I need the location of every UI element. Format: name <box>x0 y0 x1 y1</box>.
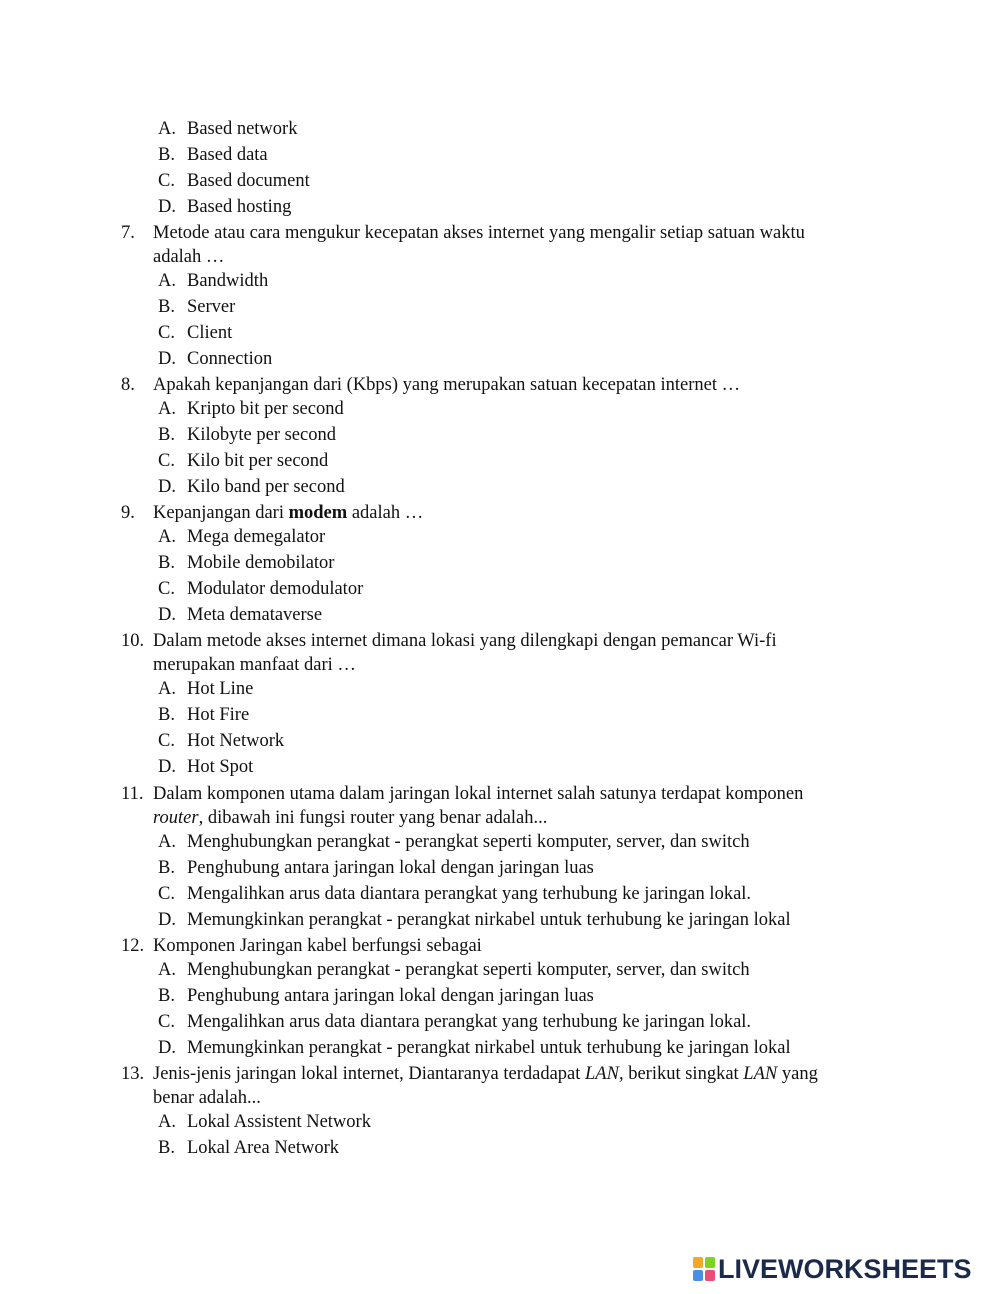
option-letter: B. <box>158 858 175 878</box>
logo-text: LIVEWORKSHEETS <box>718 1254 972 1284</box>
option-letter: D. <box>158 757 176 777</box>
question-number: 13. <box>121 1064 145 1084</box>
question-text: Dalam komponen utama dalam jaringan lokal internet salah satunya terdapat komponen <box>153 784 804 804</box>
option-text: Mega demegalator <box>187 527 326 547</box>
option-letter: C. <box>158 884 175 904</box>
option-text: Kilo band per second <box>187 477 345 497</box>
option-letter: C. <box>158 731 175 751</box>
option-letter: B. <box>158 1138 175 1158</box>
option-letter: A. <box>158 679 176 699</box>
question-text-italic: router <box>153 808 199 828</box>
option-text: Bandwidth <box>187 271 269 291</box>
option-text: Server <box>187 297 236 317</box>
option-letter: D. <box>158 1038 176 1058</box>
question-text: adalah … <box>153 247 225 267</box>
option-text: Lokal Area Network <box>187 1138 340 1158</box>
question-text-part: yang <box>777 1064 818 1084</box>
question-text: Komponen Jaringan kabel berfungsi sebagai <box>153 936 482 956</box>
option-letter: A. <box>158 119 176 139</box>
question-text: Metode atau cara mengukur kecepatan akses internet yang mengalir setiap satuan waktu <box>153 223 805 243</box>
option-text: Based hosting <box>187 197 292 217</box>
question-text <box>153 806 547 830</box>
option-text: Modulator demodulator <box>187 579 364 599</box>
option-letter: C. <box>158 171 175 191</box>
option-text: Memungkinkan perangkat - perangkat nirkabel untuk terhubung ke jaringan lokal <box>187 910 791 930</box>
question-text <box>153 1062 818 1086</box>
option-text: Based document <box>187 171 310 191</box>
question-text: Apakah kepanjangan dari (Kbps) yang merupakan satuan kecepatan internet … <box>153 375 741 395</box>
option-text: Hot Network <box>187 731 285 751</box>
option-text: Penghubung antara jaringan lokal dengan jaringan luas <box>187 986 594 1006</box>
option-text: Hot Line <box>187 679 254 699</box>
question-text-part: , berikut singkat <box>618 1064 744 1084</box>
option-text: Based network <box>187 119 298 139</box>
option-letter: D. <box>158 910 176 930</box>
logo-icon-square-1 <box>693 1257 703 1268</box>
option-text: Penghubung antara jaringan lokal dengan jaringan luas <box>187 858 594 878</box>
question-number: 12. <box>121 936 145 956</box>
question-text: merupakan manfaat dari … <box>153 655 356 675</box>
option-letter: D. <box>158 349 176 369</box>
option-letter: C. <box>158 579 175 599</box>
option-text: Connection <box>187 349 273 369</box>
question-text-part: adalah … <box>347 503 424 523</box>
option-text: Kilobyte per second <box>187 425 336 445</box>
option-letter: D. <box>158 477 176 497</box>
question-text-part: , dibawah ini fungsi router yang benar adalah... <box>198 808 548 828</box>
option-text: Memungkinkan perangkat - perangkat nirkabel untuk terhubung ke jaringan lokal <box>187 1038 791 1058</box>
option-text: Lokal Assistent Network <box>187 1112 371 1132</box>
option-letter: A. <box>158 832 176 852</box>
option-letter: B. <box>158 553 175 573</box>
option-letter: B. <box>158 986 175 1006</box>
question-text-bold: modem <box>288 503 348 523</box>
question-number: 7. <box>121 223 135 243</box>
option-text: Mobile demobilator <box>187 553 335 573</box>
question-number: 8. <box>121 375 135 395</box>
question-number: 11. <box>121 784 144 804</box>
logo-icon-square-3 <box>693 1270 703 1281</box>
option-letter: C. <box>158 1012 175 1032</box>
option-letter: C. <box>158 323 175 343</box>
option-letter: A. <box>158 960 176 980</box>
question-text-part: Jenis-jenis jaringan lokal internet, Diantaranya terdadapat <box>153 1064 586 1084</box>
question-number: 10. <box>121 631 145 651</box>
option-text: Mengalihkan arus data diantara perangkat yang terhubung ke jaringan lokal. <box>187 1012 752 1032</box>
option-letter: D. <box>158 197 176 217</box>
option-text: Menghubungkan perangkat - perangkat seperti komputer, server, dan switch <box>187 832 750 852</box>
option-text: Meta demataverse <box>187 605 323 625</box>
option-text: Hot Spot <box>187 757 254 777</box>
option-letter: A. <box>158 271 176 291</box>
option-letter: A. <box>158 1112 176 1132</box>
option-letter: B. <box>158 297 175 317</box>
question-text: benar adalah... <box>153 1088 261 1108</box>
option-text: Client <box>187 323 233 343</box>
question-text-part: Kepanjangan dari <box>153 503 289 523</box>
option-text: Kripto bit per second <box>187 399 344 419</box>
option-letter: B. <box>158 425 175 445</box>
option-letter: C. <box>158 451 175 471</box>
option-text: Hot Fire <box>187 705 250 725</box>
liveworksheets-logo-icon <box>693 1257 715 1281</box>
question-text-italic: LAN <box>743 1064 778 1084</box>
option-letter: D. <box>158 605 176 625</box>
option-text: Menghubungkan perangkat - perangkat seperti komputer, server, dan switch <box>187 960 750 980</box>
question-text-italic: LAN <box>585 1064 619 1084</box>
logo-icon-square-4 <box>705 1270 715 1281</box>
liveworksheets-logo <box>693 1254 972 1284</box>
option-letter: A. <box>158 527 176 547</box>
question-text <box>153 501 423 525</box>
logo-icon-square-2 <box>705 1257 715 1268</box>
option-letter: B. <box>158 145 175 165</box>
option-text: Based data <box>187 145 268 165</box>
option-letter: A. <box>158 399 176 419</box>
option-letter: B. <box>158 705 175 725</box>
question-text: Dalam metode akses internet dimana lokasi yang dilengkapi dengan pemancar Wi-fi <box>153 631 777 651</box>
question-number: 9. <box>121 503 135 523</box>
option-text: Mengalihkan arus data diantara perangkat yang terhubung ke jaringan lokal. <box>187 884 752 904</box>
option-text: Kilo bit per second <box>187 451 329 471</box>
